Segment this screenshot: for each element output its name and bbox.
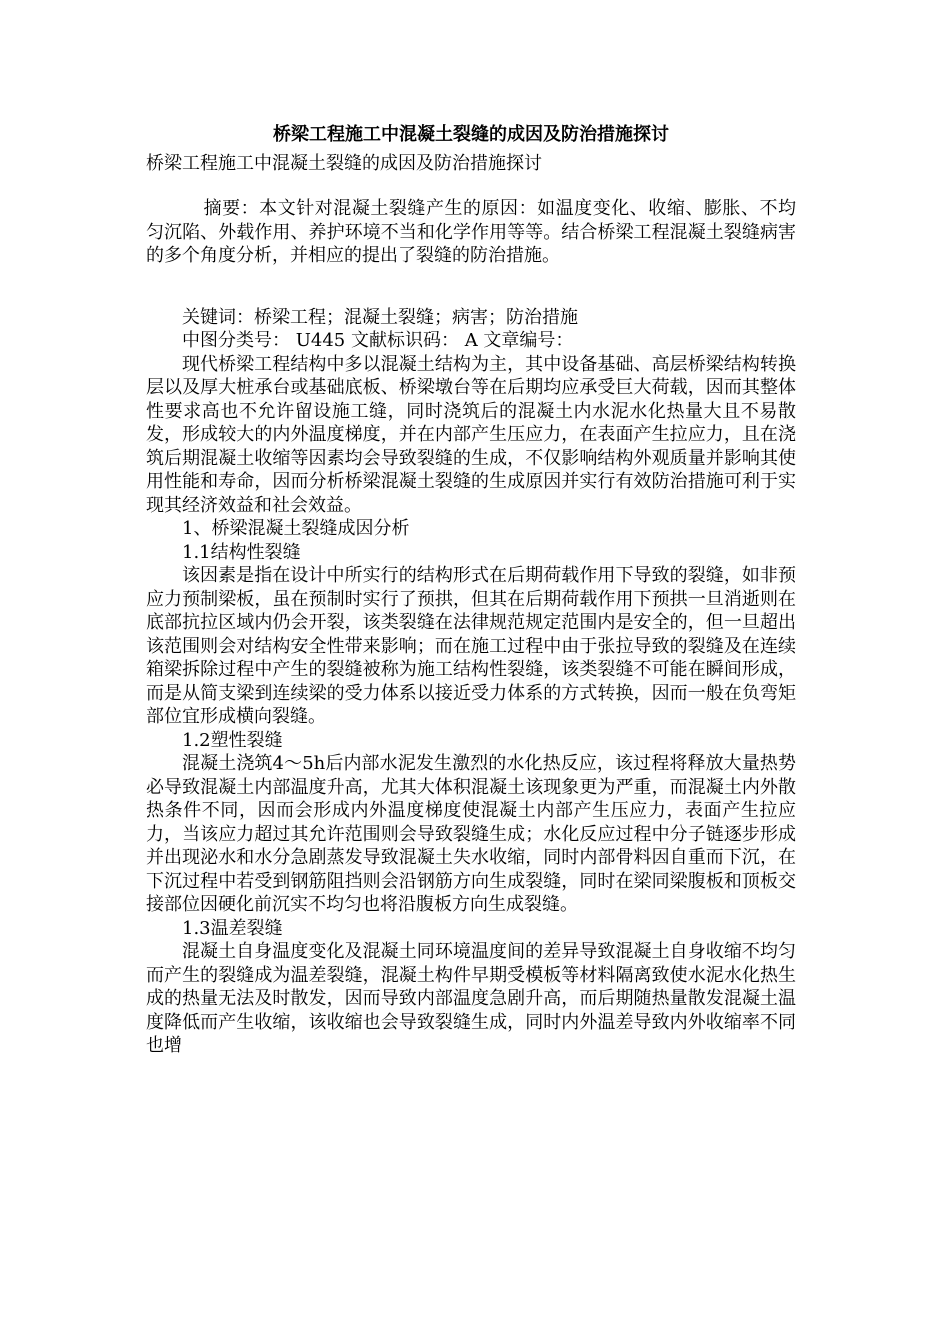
document-page [146,120,796,1058]
subsection-heading: 1.1结构性裂缝 [182,541,301,563]
abstract-paragraph: 摘要：本文针对混凝土裂缝产生的原因：如温度变化、收缩、膨胀、不均匀沉陷、外载作用、养护环境不当和化学作用等等。结合桥梁工程混凝土裂缝病害的多个角度分析，并相应的提出了裂缝的防治措施。 [146,198,796,266]
body-paragraph: 该因素是指在设计中所实行的结构形式在后期荷载作用下导致的裂缝，如非预应力预制梁板，虽在预制时实行了预拱，但其在后期荷载作用下预拱一旦消逝则在底部抗拉区域内仍会开裂，该类裂缝在法律规范规定范围内是安全的，但一旦超出该范围则会对结构安全性带来影响；而在施工过程中由于张拉导致的裂缝及在连续箱梁拆除过程中产生的裂缝被称为施工结构性裂缝，该类裂缝不可能在瞬间形成，而是从简支梁到连续梁的受力体系以接近受力体系的方式转换，因而一般在负弯矩部位宜形成横向裂缝。 [146,565,796,727]
classification-line: 中图分类号： U445 文献标识码： A 文章编号： [182,330,574,351]
intro-paragraph: 现代桥梁工程结构中多以混凝土结构为主，其中设备基础、高层桥梁结构转换层以及厚大桩承台或基础底板、桥梁墩台等在后期均应承受巨大荷载，因而其整体性要求高也不允许留设施工缝，同时浇筑后的混凝土内水泥水化热量大且不易散发，形成较大的内外温度梯度，并在内部产生压应力，在表面产生拉应力，且在浇筑后期混凝土收缩等因素均会导致裂缝的生成，不仅影响结构外观质量并影响其使用性能和寿命，因而分析桥梁混凝土裂缝的生成原因并实行有效防治措施可利于实现其经济效益和社会效益。 [146,353,796,516]
section-heading: 1、桥梁混凝土裂缝成因分析 [182,518,410,539]
body-paragraph: 混凝土自身温度变化及混凝土同环境温度间的差异导致混凝土自身收缩不均匀而产生的裂缝成为温差裂缝，混凝土构件早期受模板等材料隔离致使水泥水化热生成的热量无法及时散发，因而导致内部温度急剧升高，而后期随热量散发混凝土温度降低而产生收缩，该收缩也会导致裂缝生成，同时内外温差导致内外收缩率不同也增 [146,941,796,1056]
body-paragraph: 混凝土浇筑4～5h后内部水泥发生激烈的水化热反应，该过程将释放大量热势必导致混凝土内部温度升高，尤其大体积混凝土该现象更为严重，而混凝土内外散热条件不同，因而会形成内外温度梯度使混凝土内部产生压应力，表面产生拉应力，当该应力超过其允许范围则会导致裂缝生成；水化反应过程中分子链逐步形成并出现泌水和水分急剧蒸发导致混凝土失水收缩，同时内部骨料因自重而下沉，在下沉过程中若受到钢筋阻挡则会沿钢筋方向生成裂缝，同时在梁同梁腹板和顶板交接部位因硬化前沉实不均匀也将沿腹板方向生成裂缝。 [146,753,796,915]
document-subtitle: 桥梁工程施工中混凝土裂缝的成因及防治措施探讨 [146,153,542,174]
subsection-heading: 1.2塑性裂缝 [182,729,283,751]
subsection-heading: 1.3温差裂缝 [182,917,283,939]
keywords-line: 关键词：桥梁工程；混凝土裂缝；病害；防治措施 [182,306,578,328]
document-title: 桥梁工程施工中混凝土裂缝的成因及防治措施探讨 [273,124,669,145]
